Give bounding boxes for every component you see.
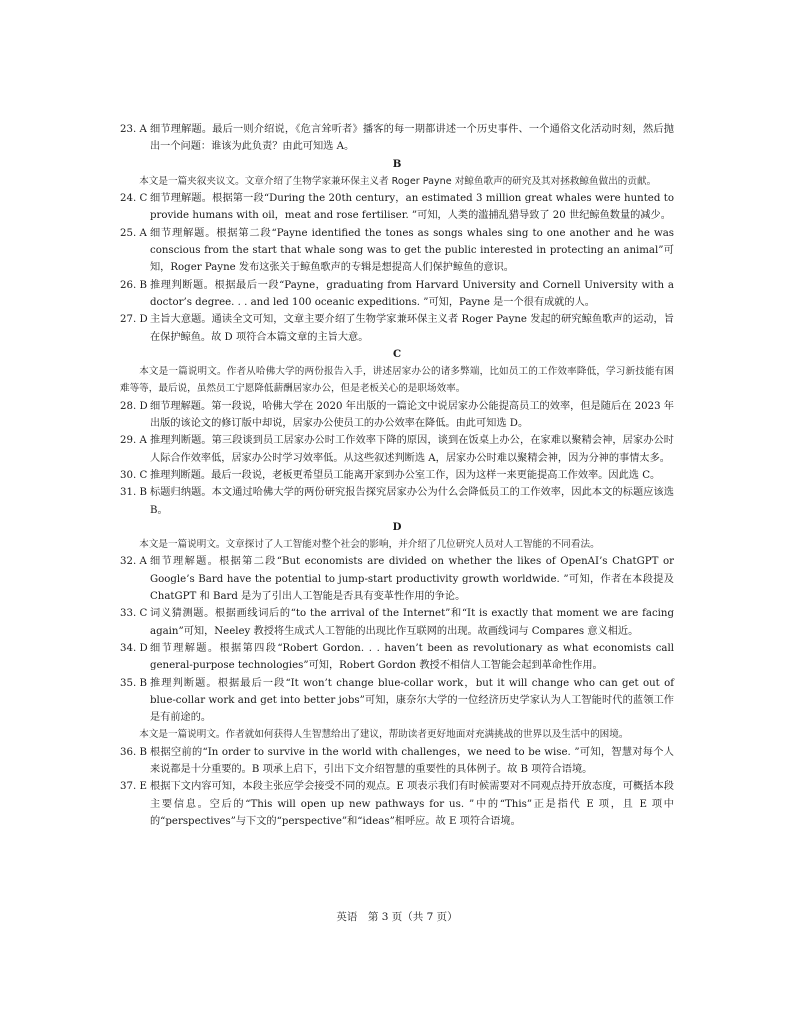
question-number: 34. D bbox=[120, 642, 148, 654]
passage-letter: B bbox=[392, 157, 402, 170]
explanation-text: 根据下文内容可知，本段主张应学会接受不同的观点。E 项表示我们有时候需要对不同观点持开放态度，可概括本段主要信息。空后的“This will open up new pathways for us. ”中的“This”正是指代 E 项，且 E 项中的“perspectives”与下文的“perspective”和“ideas”相呼应。故 E 项符合语境。 bbox=[150, 781, 674, 827]
explanation-text: 推理判断题。根据最后一段“Payne，graduating from Harvard University and Cornell University with a doctor’s degree. . . and led 100 oceanic expeditions. ”可知，Payne 是一个很有成就的人。 bbox=[150, 279, 674, 308]
passage-intro: 本文是一篇夹叙夹议文。文章介绍了生物学家兼环保主义者 Roger Payne 对鲸鱼歌声的研究及其对拯救鲸鱼做出的贡献。 bbox=[139, 175, 657, 187]
question-number: 36. B bbox=[120, 746, 147, 758]
answer-item bbox=[120, 398, 674, 433]
question-number: 32. A bbox=[120, 556, 147, 568]
explanation-text: 细节理解题。第一段说，哈佛大学在 2020 年出版的一篇论文中说居家办公能提高员工的效率，但是随后在 2023 年出版的该论文的修订版中却说，居家办公使员工的办公效率在降低。由此可知选 D。 bbox=[150, 400, 674, 430]
answer-item bbox=[120, 640, 674, 675]
question-number: 25. A bbox=[120, 227, 147, 239]
passage-letter: D bbox=[392, 520, 402, 533]
explanation-text: 推理判断题。根据最后一段“It won’t change blue-collar work，but it will change who can get out of blue-collar work and get into better jobs”可知，康奈尔大学的一位经济历史学家认为人工智能时代的蓝领工作是有前途的。 bbox=[150, 677, 674, 724]
explanation-text: 主旨大意题。通读全文可知，文章主要介绍了生物学家兼环保主义者 Roger Payne 发起的研究鲸鱼歌声的运动，旨在保护鲸鱼。故 D 项符合本篇文章的主旨大意。 bbox=[150, 314, 674, 343]
page-footer: 英语 第 3 页（共 7 页） bbox=[336, 911, 458, 923]
explanation-text: 词义猜测题。根据画线词后的“to the arrival of the Internet”和“It is exactly that moment we are facing again”可知，Neeley 教授将生成式人工智能的出现比作互联网的出现。故画线词与 Compares 意义相近。 bbox=[150, 608, 674, 637]
question-number: 24. C bbox=[120, 193, 148, 205]
passage-intro: 本文是一篇说明文。作者就如何获得人生智慧给出了建议，帮助读者更好地面对充满挑战的世界以及生活中的困境。 bbox=[139, 729, 629, 741]
passage-intro: 本文是一篇说明文。作者从哈佛大学的两份报告入手，讲述居家办公的诸多弊端，比如员工的工作效率降低，学习新技能有困难等等，最后说，虽然员工宁愿降低薪酬居家办公，但是老板关心的是职场效率。 bbox=[120, 366, 674, 395]
answer-item bbox=[120, 553, 674, 605]
answer-item bbox=[120, 121, 674, 156]
explanation-text: 细节理解题。最后一则介绍说，《危言耸听者》播客的每一期都讲述一个历史事件、一个通俗文化活动时刻，然后抛出一个问题：谁该为此负责？由此可知选 A。 bbox=[150, 124, 674, 153]
explanation-text: 根据空前的“In order to survive in the world with challenges，we need to be wise. ”可知，智慧对每个人来说都是十分重要的。B 项承上启下，引出下文介绍智慧的重要性的具体例子。故 B 项符合语境。 bbox=[150, 746, 674, 775]
explanation-text: 推理判断题。最后一段说，老板更希望员工能离开家到办公室工作，因为这样一来更能提高工作效率。因此选 C。 bbox=[150, 469, 661, 481]
question-number: 27. D bbox=[120, 314, 148, 326]
question-number: 37. E bbox=[120, 781, 147, 793]
answer-item bbox=[120, 225, 674, 277]
answer-item bbox=[120, 778, 674, 830]
explanation-text: 细节理解题。根据第四段“Robert Gordon. . . haven’t been as revolutionary as what economists call general-purpose technologies”可知，Robert Gordon 教授不相信人工智能会起到革命性作用。 bbox=[150, 642, 674, 672]
explanation-text: 标题归纳题。本文通过哈佛大学的两份研究报告探究居家办公为什么会降低员工的工作效率，因此本文的标题应该选 B。 bbox=[150, 487, 674, 516]
answer-item bbox=[120, 311, 674, 346]
explanation-text: 推理判断题。第三段谈到员工居家办公时工作效率下降的原因，谈到在饭桌上办公，在家难以聚精会神，居家办公时人际合作效率低，居家办公时学习效率低。从这些叙述判断选 A，居家办公时难以聚精会神，因为分神的事情太多。 bbox=[150, 435, 674, 464]
answer-item bbox=[120, 744, 674, 779]
question-number: 28. D bbox=[120, 400, 148, 412]
question-number: 26. B bbox=[120, 279, 147, 291]
answer-item bbox=[120, 432, 674, 467]
explanation-text: 细节理解题。根据第二段“But economists are divided on whether the likes of OpenAI’s ChatGPT or Google’s Bard have the potential to jump-start productivity growth worldwide. ”可知，作者在本段提及 ChatGPT 和 Bard 是为了引出人工智能是否具有变革性作用的争论。 bbox=[150, 556, 674, 603]
passage-letter: C bbox=[392, 347, 402, 360]
question-number: 23. A bbox=[120, 124, 147, 135]
answer-item bbox=[120, 484, 674, 519]
explanation-text: 细节理解题。根据第二段“Payne identified the tones as songs whales sing to one another and he was conscious from the start that whale song was to get the public interested in protecting an animal”可知，Roger Payne 发布这张关于鲸鱼歌声的专辑是想提高人们保护鲸鱼的意识。 bbox=[150, 227, 674, 274]
answer-item bbox=[120, 190, 674, 225]
question-number: 33. C bbox=[120, 608, 148, 620]
answer-content bbox=[120, 121, 674, 830]
question-number: 30. C bbox=[120, 469, 148, 481]
explanation-text: 细节理解题。根据第一段“During the 20th century，an estimated 3 million great whales were hunted to provide humans with oil，meat and rose fertiliser. ”可知，人类的滥捕乱猎导致了 20 世纪鲸鱼数量的减少。 bbox=[150, 193, 674, 222]
question-number: 29. A bbox=[120, 435, 147, 447]
answer-item bbox=[120, 675, 674, 727]
question-number: 31. B bbox=[120, 487, 147, 499]
answer-item bbox=[120, 605, 674, 640]
answer-item bbox=[120, 467, 674, 484]
answer-item bbox=[120, 277, 674, 312]
passage-intro: 本文是一篇说明文。文章探讨了人工智能对整个社会的影响，并介绍了几位研究人员对人工智能的不同看法。 bbox=[139, 539, 600, 551]
question-number: 35. B bbox=[120, 677, 147, 689]
